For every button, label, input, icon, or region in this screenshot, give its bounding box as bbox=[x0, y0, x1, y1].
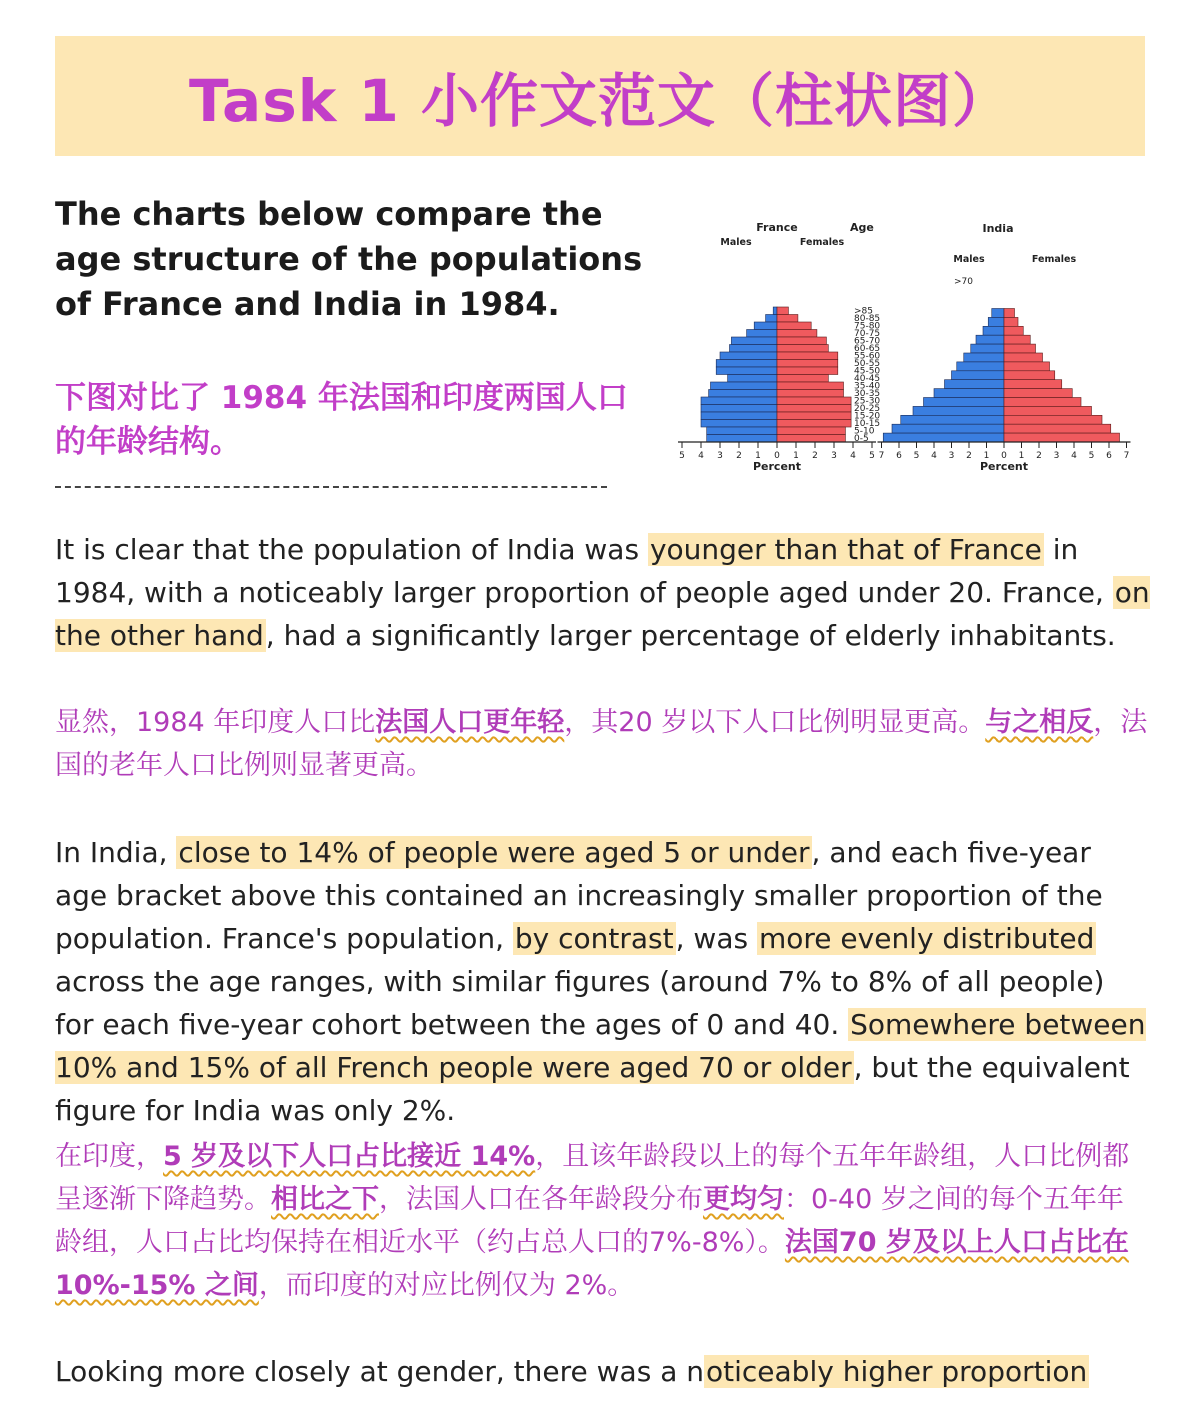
male-bar bbox=[971, 344, 1004, 353]
age-tick-label: 5-10 bbox=[854, 426, 875, 437]
female-bar bbox=[777, 337, 826, 345]
female-bar bbox=[777, 330, 817, 338]
male-bar bbox=[992, 309, 1004, 318]
age-tick-label: 65-70 bbox=[854, 336, 881, 347]
text-run: ，法国人口在各年龄段分布 bbox=[379, 1184, 703, 1215]
x-tick-label: 3 bbox=[831, 451, 837, 461]
emphasis-phrase: 更均匀 bbox=[703, 1184, 784, 1215]
paragraph-details-chinese bbox=[55, 1135, 1150, 1307]
age-tick-label: 75-80 bbox=[854, 321, 881, 332]
male-bar bbox=[716, 367, 777, 375]
female-bar bbox=[777, 322, 811, 330]
female-bar bbox=[1004, 424, 1111, 433]
x-tick-label: 2 bbox=[1036, 451, 1042, 461]
x-tick-label: 5 bbox=[869, 451, 875, 461]
male-bar bbox=[934, 389, 1004, 398]
female-bar bbox=[777, 412, 851, 420]
text-run: ：0-40 岁之间的每个五年年龄组，人口占比均保持在相近水平（约占总人口的7%-8%）。 bbox=[55, 1184, 1124, 1258]
male-bar bbox=[901, 415, 1004, 424]
text-run: , and each five-year age bracket above this contained an increasingly smaller proportion of the population. France's population, bbox=[55, 836, 1103, 955]
female-bar bbox=[1004, 326, 1023, 335]
female-bar bbox=[777, 382, 844, 390]
male-bar bbox=[883, 433, 1004, 442]
male-bar bbox=[988, 317, 1004, 326]
female-bar bbox=[1004, 406, 1092, 415]
female-bar bbox=[777, 420, 851, 428]
chart-title: France bbox=[756, 221, 798, 234]
x-tick-label: 2 bbox=[812, 451, 818, 461]
age-tick-label: 60-65 bbox=[854, 343, 881, 354]
x-tick-label: 4 bbox=[850, 451, 856, 461]
age-tick-label: 80-85 bbox=[854, 313, 881, 324]
age-tick-label: 0-5 bbox=[854, 433, 869, 444]
male-bar bbox=[701, 405, 777, 413]
highlight-phrase: more evenly distributed bbox=[758, 922, 1095, 955]
x-tick-label: 0 bbox=[774, 451, 780, 461]
x-tick-label: 4 bbox=[698, 451, 704, 461]
female-bar bbox=[777, 367, 838, 375]
highlight-phrase: close to 14% of people were aged 5 or under bbox=[178, 836, 810, 869]
male-bar bbox=[707, 427, 777, 435]
emphasis-phrase: 法国70 岁及以上人口占比在 10%-15% 之间 bbox=[55, 1227, 1129, 1301]
x-tick-label: 5 bbox=[913, 451, 920, 461]
text-run: ，其20 岁以下人口比例明显更高。 bbox=[564, 707, 986, 738]
age-tick-label: 20-25 bbox=[854, 403, 881, 414]
paragraph-overview bbox=[55, 528, 1150, 657]
male-bar bbox=[716, 360, 777, 368]
female-bar bbox=[1004, 335, 1030, 344]
male-bar bbox=[773, 307, 777, 315]
female-bar bbox=[1004, 433, 1120, 442]
female-bar bbox=[777, 435, 845, 443]
female-bar bbox=[777, 390, 844, 398]
text-run: Looking more closely at gender, there was a n bbox=[55, 1355, 705, 1388]
paragraph-details bbox=[55, 831, 1150, 1132]
male-bar bbox=[892, 424, 1004, 433]
x-tick-label: 1 bbox=[755, 451, 761, 461]
page-title: Task 1 小作文范文（柱状图） bbox=[188, 67, 1012, 135]
text-run: In India, bbox=[55, 836, 177, 869]
male-bar bbox=[701, 412, 777, 420]
age-tick-label: 55-60 bbox=[854, 351, 881, 362]
emphasis-phrase: 相比之下 bbox=[271, 1184, 379, 1215]
x-tick-label: 1 bbox=[1018, 451, 1025, 461]
emphasis-phrase: 5 岁及以下人口占比接近 14% bbox=[163, 1141, 536, 1172]
x-tick-label: 2 bbox=[736, 451, 742, 461]
text-run: ，而印度的对应比例仅为 2%。 bbox=[258, 1270, 635, 1301]
title-banner bbox=[55, 36, 1145, 156]
age-tick-label: 10-15 bbox=[854, 418, 881, 429]
age-tick-label: >70 bbox=[954, 277, 973, 287]
x-tick-label: 7 bbox=[878, 451, 885, 461]
male-bar bbox=[701, 420, 777, 428]
age-tick-label: 45-50 bbox=[854, 366, 881, 377]
female-bar bbox=[777, 405, 851, 413]
x-tick-label: 5 bbox=[1088, 451, 1095, 461]
x-tick-label: 6 bbox=[896, 451, 902, 461]
x-tick-label: 5 bbox=[679, 451, 685, 461]
female-bar bbox=[777, 315, 798, 323]
female-bar bbox=[777, 397, 851, 405]
male-bar bbox=[730, 345, 778, 353]
male-bar bbox=[924, 398, 1005, 407]
female-bar bbox=[1004, 317, 1018, 326]
text-run: 在印度， bbox=[55, 1141, 163, 1172]
age-tick-label: 30-35 bbox=[854, 388, 881, 399]
text-run: , was bbox=[675, 922, 757, 955]
female-bar bbox=[1004, 371, 1055, 380]
male-bar bbox=[720, 352, 777, 360]
female-bar bbox=[777, 307, 788, 315]
x-axis-title: Percent bbox=[752, 460, 802, 473]
female-bar bbox=[1004, 389, 1072, 398]
female-bar bbox=[777, 345, 828, 353]
text-run: ，且该年龄段以上的每个五年年龄组，人口比例都呈逐渐下降趋势。 bbox=[55, 1141, 1130, 1215]
x-tick-label: 3 bbox=[1053, 451, 1060, 461]
emphasis-phrase: 与之相反 bbox=[985, 707, 1094, 738]
x-tick-label: 3 bbox=[948, 451, 955, 461]
dashed-divider bbox=[55, 486, 607, 488]
x-tick-label: 6 bbox=[1106, 451, 1112, 461]
males-label: Males bbox=[720, 237, 752, 248]
female-bar bbox=[1004, 362, 1050, 371]
text-run: 显然，1984 年印度人口比 bbox=[55, 707, 376, 738]
male-bar bbox=[976, 335, 1004, 344]
highlight-phrase: oticeably higher proportion bbox=[706, 1355, 1088, 1388]
pyramid-svg bbox=[676, 212, 1136, 482]
male-bar bbox=[728, 375, 777, 383]
female-bar bbox=[1004, 353, 1043, 362]
x-tick-label: 3 bbox=[717, 451, 723, 461]
male-bar bbox=[747, 330, 777, 338]
x-tick-label: 1 bbox=[983, 451, 990, 461]
age-tick-label: 40-45 bbox=[854, 373, 881, 384]
task-prompt-english: The charts below compare the age structure of the populations of France and India in 1984. bbox=[55, 195, 643, 323]
male-bar bbox=[983, 326, 1004, 335]
male-bar bbox=[709, 390, 777, 398]
male-bar bbox=[952, 371, 1005, 380]
age-tick-label: 25-30 bbox=[854, 396, 881, 407]
age-tick-label: 50-55 bbox=[854, 358, 881, 369]
highlight-phrase: younger than that of France bbox=[649, 533, 1042, 566]
age-tick-label: >85 bbox=[854, 306, 873, 317]
age-tick-label: 70-75 bbox=[854, 328, 881, 339]
female-bar bbox=[1004, 415, 1102, 424]
text-run: ，法国的老年人口比例则显著更高。 bbox=[55, 707, 1148, 781]
male-bar bbox=[707, 435, 777, 443]
females-label: Females bbox=[799, 237, 845, 248]
x-tick-label: 4 bbox=[931, 451, 937, 461]
male-bar bbox=[945, 380, 1005, 389]
emphasis-phrase: 法国人口更年轻 bbox=[375, 707, 565, 738]
x-axis-title: Percent bbox=[979, 460, 1029, 473]
male-bar bbox=[766, 315, 777, 323]
male-bar bbox=[711, 382, 778, 390]
male-bar bbox=[964, 353, 1004, 362]
highlight-phrase: Somewhere between 10% and 15% of all French people were aged 70 or older bbox=[55, 1008, 1146, 1084]
male-bar bbox=[913, 406, 1004, 415]
population-pyramid-charts bbox=[676, 212, 1136, 482]
text-run: across the age ranges, with similar figures (around 7% to 8% of all people) for each five-year cohort between the ages of 0 and 40. bbox=[55, 965, 1105, 1041]
male-bar bbox=[701, 397, 777, 405]
task-prompt-chinese: 下图对比了 1984 年法国和印度两国人口的年龄结构。 bbox=[55, 380, 628, 460]
text-run: , had a significantly larger percentage of elderly inhabitants. bbox=[265, 619, 1116, 652]
x-tick-label: 1 bbox=[793, 451, 799, 461]
highlight-phrase: by contrast bbox=[514, 922, 674, 955]
chart-title: India bbox=[982, 222, 1014, 235]
age-axis-title: Age bbox=[850, 221, 874, 234]
text-run: It is clear that the population of India was bbox=[55, 533, 648, 566]
female-bar bbox=[1004, 398, 1081, 407]
age-tick-label: 15-20 bbox=[854, 411, 881, 422]
male-bar bbox=[731, 337, 777, 345]
x-tick-label: 2 bbox=[966, 451, 972, 461]
female-bar bbox=[777, 375, 828, 383]
text-run: in 1984, with a noticeably larger proportion of people aged under 20. France, bbox=[55, 533, 1113, 609]
female-bar bbox=[777, 360, 838, 368]
males-label: Males bbox=[953, 254, 985, 265]
male-bar bbox=[754, 322, 777, 330]
x-tick-label: 4 bbox=[1071, 451, 1077, 461]
paragraph-gender bbox=[55, 1350, 1150, 1393]
female-bar bbox=[1004, 380, 1062, 389]
male-bar bbox=[957, 362, 1004, 371]
age-tick-label: 35-40 bbox=[854, 381, 881, 392]
paragraph-overview-chinese bbox=[55, 701, 1150, 787]
female-bar bbox=[777, 427, 845, 435]
females-label: Females bbox=[1031, 254, 1077, 265]
female-bar bbox=[1004, 344, 1036, 353]
text-run: , but the equivalent figure for India was only 2%. bbox=[55, 1051, 1130, 1127]
x-tick-label: 7 bbox=[1123, 451, 1130, 461]
female-bar bbox=[777, 352, 838, 360]
highlight-phrase: on the other hand bbox=[55, 576, 1150, 652]
x-tick-label: 0 bbox=[1001, 451, 1007, 461]
female-bar bbox=[1004, 309, 1015, 318]
